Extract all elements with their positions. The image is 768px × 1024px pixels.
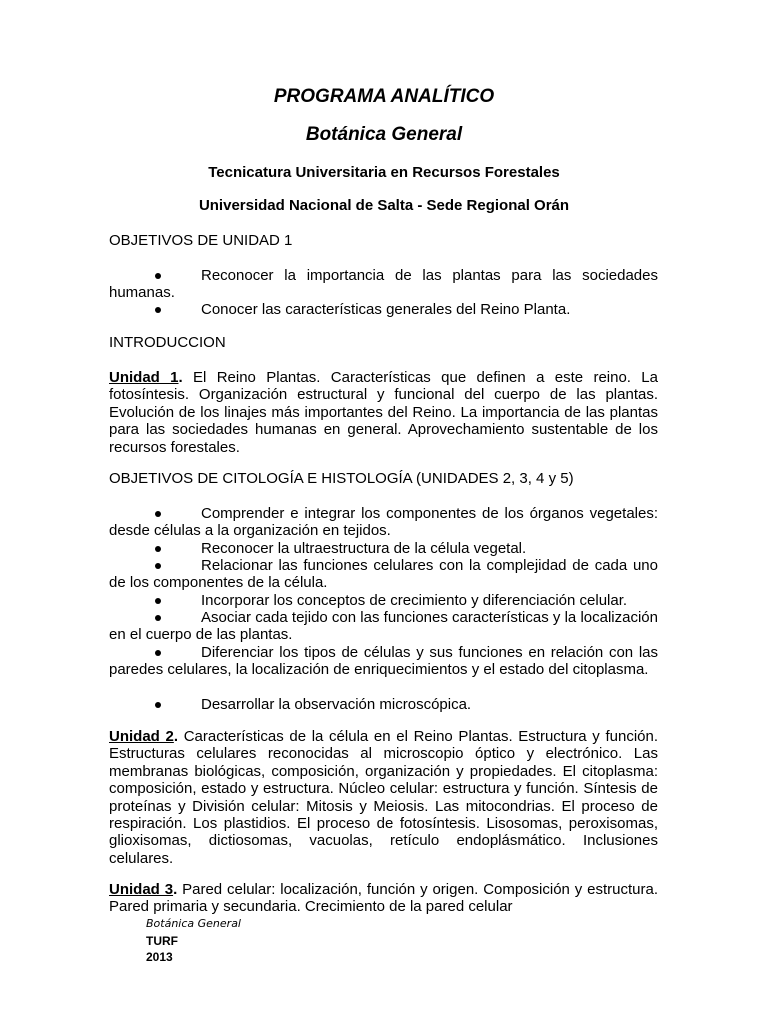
objective-cytology-item: Incorporar los conceptos de crecimiento y diferenciación celular. bbox=[201, 592, 628, 609]
objective-cytology-item: Comprender e integrar los componentes de los órganos vegetales: desde células a la organización en tejidos. bbox=[109, 505, 658, 540]
footer-year: 2013 bbox=[146, 950, 173, 964]
footer-course: Botánica General bbox=[146, 917, 241, 930]
objective-cytology-item: Asociar cada tejido con las funciones características y la localización en el cuerpo de las plantas. bbox=[109, 609, 658, 644]
course-title: Botánica General bbox=[305, 124, 463, 145]
unit1-label: Unidad 1 bbox=[109, 369, 179, 386]
unit2-paragraph: Unidad 2. Características de la célula en el Reino Plantas. Estructura y función. Estructuras celulares reconocidas al microscopio óptico y electrónico. Las membranas biológicas, composición, organización y propiedades. El citoplasma: composición, estado y estructura. Núcleo celular: estructura y función. Síntesis de proteínas y División celular: Mitosis y Meiosis. Las mitocondrias. El proceso de respiración. Los plastidios. El proceso de fotosíntesis. Lisosomas, peroxisomas, glioxisomas, dictiosomas, vacuolas, retículo endoplásmático. Inclusiones celulares. bbox=[109, 728, 659, 867]
unit1-text: El Reino Plantas. Características que definen a este reino. La fotosíntesis. Organización estructural y funcional del cuerpo de las plantas. Evolución de los linajes más importantes del Reino. La importancia de las plantas para las sociedades humanas en general. Aprovechamiento sustentable de los recursos forestales. bbox=[109, 369, 658, 456]
objective-unit1-item: Conocer las características generales del Reino Planta. bbox=[201, 301, 571, 318]
unit3-text: Pared celular: localización, función y origen. Composición y estructura. Pared primaria y secundaria. Crecimiento de la pared celular bbox=[109, 881, 659, 916]
unit3-label: Unidad 3 bbox=[109, 881, 174, 898]
unit2-label: Unidad 2 bbox=[109, 728, 174, 745]
footer bbox=[146, 916, 241, 965]
objectives-cytology-heading: OBJETIVOS DE CITOLOGÍA E HISTOLOGÍA (UNIDADES 2, 3, 4 y 5) bbox=[109, 470, 574, 487]
introduction-heading: INTRODUCCION bbox=[109, 334, 226, 351]
objective-cytology-item: Reconocer la ultraestructura de la célula vegetal. bbox=[201, 540, 527, 557]
unit3-paragraph: Unidad 3. Pared celular: localización, función y origen. Composición y estructura. Pared primaria y secundaria. Crecimiento de la pared celular bbox=[109, 881, 659, 916]
unit2-text: Características de la célula en el Reino Plantas. Estructura y función. Estructuras celulares reconocidas al microscopio óptico y electrónico. Las membranas biológicas, composición, organización y propiedades. El citoplasma: composición, estado y estructura. Núcleo celular: estructura y función. Síntesis de proteínas y División celular: Mitosis y Meiosis. Las mitocondrias. El proceso de respiración. Los plastidios. El proceso de fotosíntesis. Lisosomas, peroxisomas, glioxisomas, dictiosomas, vacuolas, retículo endoplásmático. Inclusiones celulares. bbox=[109, 728, 659, 867]
objective-cytology-item: Diferenciar los tipos de células y sus funciones en relación con las paredes celulares, la localización de enriquecimientos y el estado del citoplasma. bbox=[109, 644, 658, 679]
objectives-unit1-heading: OBJETIVOS DE UNIDAD 1 bbox=[109, 232, 293, 249]
university-name: Universidad Nacional de Salta - Sede Regional Orán bbox=[198, 197, 570, 214]
unit1-paragraph: Unidad 1. El Reino Plantas. Características que definen a este reino. La fotosíntesis. Organización estructural y funcional del cuerpo de las plantas. Evolución de los linajes más importantes del Reino. La importancia de las plantas para las sociedades humanas en general. Aprovechamiento sustentable de los recursos forestales. bbox=[109, 369, 658, 456]
document-title: PROGRAMA ANALÍTICO bbox=[273, 86, 495, 107]
footer-code: TURF bbox=[146, 934, 178, 948]
program-name: Tecnicatura Universitaria en Recursos Forestales bbox=[208, 164, 560, 181]
objective-cytology-item: Desarrollar la observación microscópica. bbox=[201, 696, 472, 713]
objective-cytology-item: Relacionar las funciones celulares con la complejidad de cada uno de los componentes de la célula. bbox=[109, 557, 658, 592]
objective-unit1-item: Reconocer la importancia de las plantas para las sociedades humanas. bbox=[109, 267, 658, 302]
